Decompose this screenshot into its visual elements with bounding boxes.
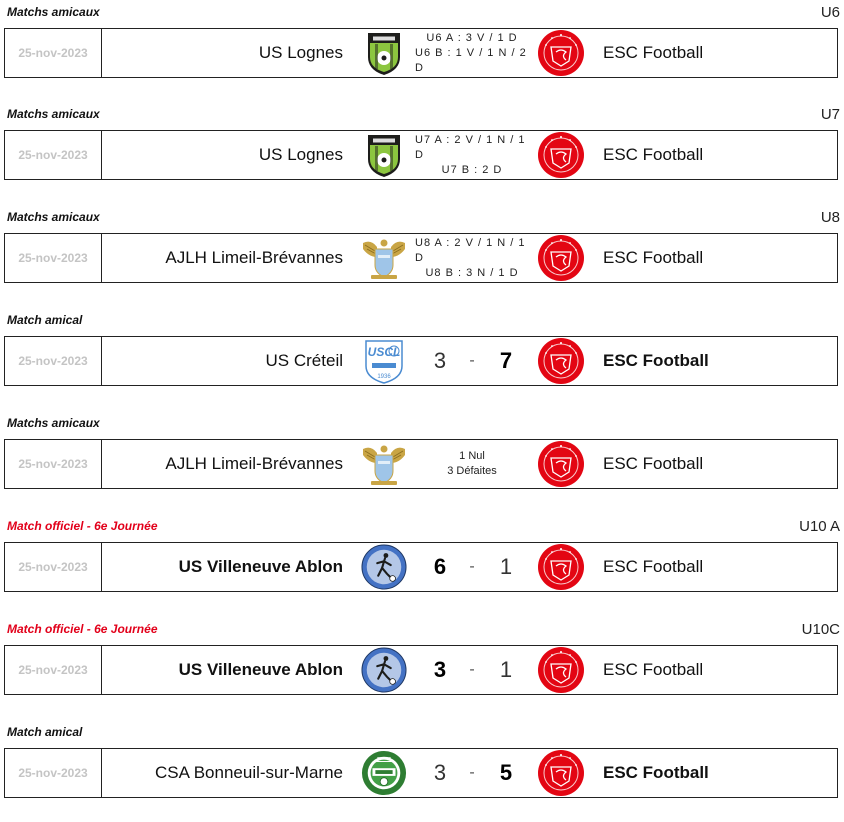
- match-date: 25-nov-2023: [5, 29, 102, 77]
- match-type-label: Match officiel - 6e Journée: [7, 622, 158, 636]
- esc-football-logo-icon: [537, 131, 585, 179]
- category-label: U10 A: [799, 518, 840, 535]
- away-score: 5: [499, 760, 513, 785]
- home-team-name: US Lognes: [258, 145, 343, 164]
- match-date: 25-nov-2023: [5, 337, 102, 385]
- away-score: 1: [499, 554, 513, 579]
- match-header: [0, 514, 844, 542]
- match-header: [0, 720, 844, 748]
- home-score: 3: [433, 348, 447, 373]
- esc-football-logo-icon: [537, 234, 585, 282]
- match-header: [0, 617, 844, 645]
- match-results-summary: [415, 440, 529, 488]
- result-line: U7 A : 2 V / 1 N / 1 D: [415, 133, 526, 161]
- match-header: [0, 205, 844, 233]
- home-team-name: US Créteil: [265, 351, 343, 370]
- us-villeneuve-logo-icon: [361, 544, 407, 590]
- home-team-name: US Villeneuve Ablon: [178, 660, 343, 679]
- match-block: [0, 205, 844, 307]
- result-line: 3 Défaites: [447, 465, 497, 477]
- match-row[interactable]: [4, 645, 838, 695]
- away-team-name: ESC Football: [603, 145, 704, 164]
- us-lognes-logo-icon: [361, 30, 407, 76]
- us-creteil-logo-icon: [361, 338, 407, 384]
- away-team-name: ESC Football: [603, 454, 704, 473]
- match-type-label: Match officiel - 6e Journée: [7, 519, 158, 533]
- match-type-label: Matchs amicaux: [7, 210, 100, 224]
- match-row[interactable]: [4, 130, 838, 180]
- score-separator: -: [469, 558, 475, 575]
- category-label: U8: [820, 209, 840, 226]
- match-type-label: Matchs amicaux: [7, 416, 100, 430]
- match-block: [0, 308, 844, 410]
- match-results-summary: [415, 234, 529, 282]
- esc-football-logo-icon: [537, 749, 585, 797]
- match-results-summary: [415, 131, 529, 179]
- home-team-name: US Villeneuve Ablon: [178, 557, 343, 576]
- away-team-name: ESC Football: [603, 248, 704, 267]
- away-team-name: ESC Football: [603, 43, 704, 62]
- esc-football-logo-icon: [537, 440, 585, 488]
- home-team-name: US Lognes: [258, 43, 343, 62]
- match-date: 25-nov-2023: [5, 646, 102, 694]
- match-header: [0, 308, 844, 336]
- match-row[interactable]: [4, 28, 838, 78]
- esc-football-logo-icon: [537, 29, 585, 77]
- home-score: 3: [433, 657, 447, 682]
- match-row[interactable]: [4, 439, 838, 489]
- match-results-summary: [415, 29, 529, 77]
- away-team-name: ESC Football: [603, 763, 709, 782]
- match-header: [0, 411, 844, 439]
- away-team-name: ESC Football: [603, 660, 704, 679]
- match-type-label: Matchs amicaux: [7, 5, 100, 19]
- match-row[interactable]: [4, 542, 838, 592]
- home-team-name: AJLH Limeil-Brévannes: [165, 454, 343, 473]
- score-separator: -: [469, 352, 475, 369]
- category-label: U7: [820, 106, 840, 123]
- ajlh-logo-icon: [361, 441, 407, 487]
- match-date: 25-nov-2023: [5, 131, 102, 179]
- match-row[interactable]: [4, 336, 838, 386]
- away-team-name: ESC Football: [603, 557, 704, 576]
- match-block: [0, 617, 844, 719]
- home-team-name: CSA Bonneuil-sur-Marne: [154, 763, 343, 782]
- match-block: [0, 0, 844, 102]
- match-block: [0, 720, 844, 822]
- result-line: 1 Nul: [459, 450, 485, 462]
- match-date: 25-nov-2023: [5, 234, 102, 282]
- match-type-label: Match amical: [7, 313, 83, 327]
- result-line: U6 A : 3 V / 1 D: [426, 31, 518, 44]
- match-type-label: Match amical: [7, 725, 83, 739]
- result-line: U6 B : 1 V / 1 N / 2 D: [415, 46, 527, 74]
- home-score: 3: [433, 760, 447, 785]
- esc-football-logo-icon: [537, 337, 585, 385]
- home-team-name: AJLH Limeil-Brévannes: [165, 248, 343, 267]
- us-lognes-logo-icon: [361, 132, 407, 178]
- result-line: U7 B : 2 D: [441, 163, 503, 176]
- result-line: U8 B : 3 N / 1 D: [425, 266, 519, 279]
- csa-bonneuil-logo-icon: [361, 750, 407, 796]
- match-type-label: Matchs amicaux: [7, 107, 100, 121]
- result-line: U8 A : 2 V / 1 N / 1 D: [415, 236, 526, 264]
- category-label: U6: [820, 4, 840, 21]
- away-score: 1: [499, 657, 513, 682]
- home-score: 6: [433, 554, 447, 579]
- match-date: 25-nov-2023: [5, 440, 102, 488]
- match-date: 25-nov-2023: [5, 749, 102, 797]
- away-score: 7: [499, 348, 513, 373]
- match-date: 25-nov-2023: [5, 543, 102, 591]
- ajlh-logo-icon: [361, 235, 407, 281]
- match-row[interactable]: [4, 748, 838, 798]
- esc-football-logo-icon: [537, 646, 585, 694]
- match-row[interactable]: [4, 233, 838, 283]
- us-villeneuve-logo-icon: [361, 647, 407, 693]
- esc-football-logo-icon: [537, 543, 585, 591]
- category-label: U10C: [801, 621, 840, 638]
- match-block: [0, 514, 844, 616]
- match-header: [0, 0, 844, 28]
- match-block: [0, 102, 844, 204]
- score-separator: -: [469, 764, 475, 781]
- score-separator: -: [469, 661, 475, 678]
- match-block: [0, 411, 844, 513]
- away-team-name: ESC Football: [603, 351, 709, 370]
- match-header: [0, 102, 844, 130]
